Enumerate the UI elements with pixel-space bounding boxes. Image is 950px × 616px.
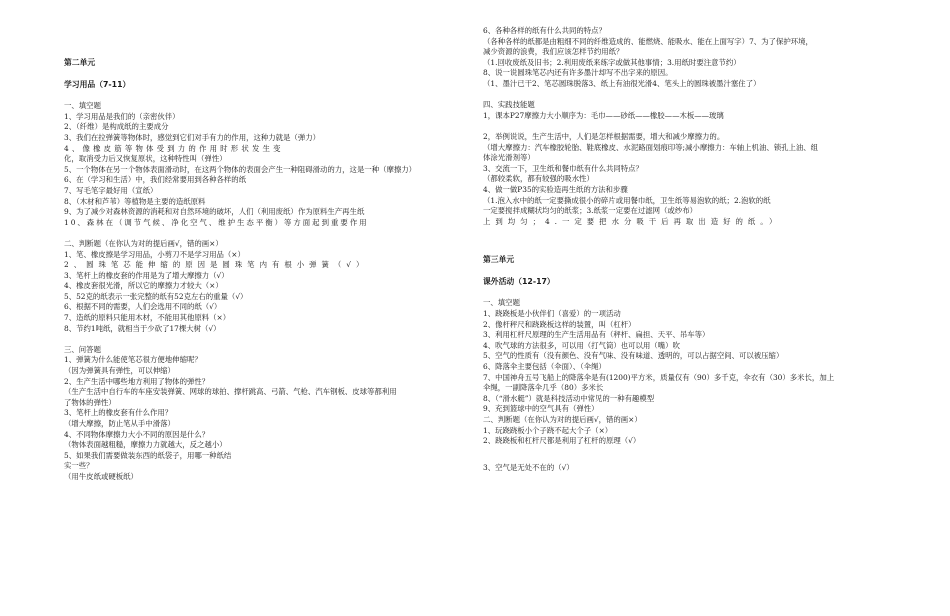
list-item: 上到均匀；4.一定要把水分吸干后再取出造好的纸。） bbox=[483, 216, 782, 226]
list-item: 7、造纸的原料只能用木材，不能用其他原料（×） bbox=[64, 313, 231, 323]
list-item: 7、写毛笔字最好用（宣纸） bbox=[64, 185, 158, 195]
list-item: 5、一个物体在另一个物体表面滑动时，在这两个物体的表面会产生一种阻碍滑动的力，这是一种（摩擦力） bbox=[64, 164, 417, 174]
list-item: （生产生活中自行车的车座安装弹簧、网球的球拍、撑杆跳高、弓箭、气枪、汽车钢板、皮球等都利用 bbox=[64, 387, 397, 397]
list-item: （增大摩擦，防止笔从手中滑落） bbox=[64, 419, 175, 428]
list-item: 4、橡皮套很光滑，所以它的摩擦力才较大（×） bbox=[64, 281, 223, 291]
section-title: 二、判断题（在你认为对的提后画√，错的画×） bbox=[64, 238, 223, 248]
right-column bbox=[483, 0, 883, 473]
list-item: （1.泡入水中的纸一定要撕成很小的碎片或用餐巾纸，卫生纸等易泡软的纸；2.泡软的纸 bbox=[483, 195, 771, 205]
list-item: 3、笔杆上的橡皮套的作用是为了增大摩擦力（√） bbox=[64, 270, 229, 280]
list-item: 1，课本P27摩擦力大小顺序为：毛巾——砂纸——橡胶——木板——玻璃 bbox=[483, 110, 724, 120]
lesson-title: 学习用品（7-11） bbox=[64, 79, 131, 89]
list-item: 4、吹气球的方法很多，可以用（打气筒）也可以用（嘴）吹 bbox=[483, 340, 680, 350]
list-item: 减少资源的浪费，我们应该怎样节约用纸？ bbox=[483, 47, 624, 57]
list-item: 4、做一做P35的实验造再生纸的方法和步骤 bbox=[483, 184, 628, 194]
list-item: 8、说一说圆珠笔芯内还有许多墨汁却写不出字来的原因。 bbox=[483, 68, 673, 78]
list-item: （都较柔软，都有较强的吸水性） bbox=[483, 174, 594, 184]
list-item: 8、节约1吨纸，就相当于少砍了17棵大树（√） bbox=[64, 323, 221, 333]
left-column bbox=[64, 0, 484, 483]
list-item: 6、根据不同的需要，人们会选用不同的纸（√） bbox=[64, 302, 222, 312]
unit3-title: 第三单元 bbox=[483, 255, 515, 265]
list-item: （增大摩擦力：汽车橡胶轮胎、鞋底橡皮、水泥路面划痕印等;减小摩擦力：车轴上机油、锁孔上油、组 bbox=[483, 142, 819, 152]
unit-title: 第二单元 bbox=[64, 58, 96, 67]
list-item: 4、不同物体摩擦力大小不同的原因是什么？ bbox=[64, 429, 210, 439]
list-item: 6、在（学习和生活）中，我们经常要用到各种各样的纸 bbox=[64, 175, 247, 185]
list-item: 1、弹簧为什么能使笔芯很方便地伸缩呢？ bbox=[64, 355, 202, 365]
list-item: 9、充到篮球中的空气具有（弹性） bbox=[483, 404, 599, 414]
list-item: （因为弹簧具有弹性，可以伸缩） bbox=[64, 366, 175, 376]
list-item: 1、笔、橡皮擦是学习用品，小剪刀不是学习用品（×） bbox=[64, 249, 245, 259]
list-item: 6、降落伞主要包括（伞面）、（伞绳） bbox=[483, 362, 606, 372]
list-item: 5、52克的纸表示一张完整的纸有52克左右的重量（√） bbox=[64, 291, 248, 301]
list-item: 1、学习用品是我们的（亲密伙伴） bbox=[64, 111, 180, 121]
list-item: 3、利用杠杆尺原理的生产生活用品有（秤杆、扁担、天平、吊车等） bbox=[483, 330, 710, 340]
unit3-lesson-title: 课外活动（12-17） bbox=[483, 276, 555, 286]
list-item: 3、我们在拉弹簧等物体时，感觉到它们对手有力的作用，这种力就是（弹力） bbox=[64, 132, 320, 142]
list-item: 体涂光滑剂等） bbox=[483, 153, 535, 163]
list-item: （用牛皮纸或硬板纸） bbox=[64, 471, 138, 481]
list-item: 6、各种各样的纸有什么共同的特点？ bbox=[483, 26, 606, 35]
list-item: 3、空气是无处不在的（√） bbox=[483, 462, 574, 472]
list-item: 3、笔杆上的橡皮套有什么作用？ bbox=[64, 408, 173, 418]
list-item: 9、为了减少对森林资源的消耗和对自然环境的破坏，人们（利用废纸）作为原料生产再生纸 bbox=[64, 207, 365, 217]
list-item: 1、玩跷跷板小个子跷不起大个子（×） bbox=[483, 425, 613, 435]
list-item: 2、（纤维）是构成纸的主要成分 bbox=[64, 122, 169, 132]
list-item: （物体表面越粗糙，摩擦力力就越大，反之越小） bbox=[64, 440, 227, 450]
section-title: 一、填空题 bbox=[483, 298, 520, 308]
list-item: 2、像杆秤尺和跷跷板这样的装置，叫（杠杆） bbox=[483, 319, 636, 329]
list-item: 5、空气的性质有（没有颜色、没有气味、没有味道、透明的，可以占据空间、可以被压缩） bbox=[483, 351, 784, 361]
section-title: 四、实践技能题 bbox=[483, 100, 535, 110]
list-item: （1.回收废纸及旧书；2.利用废纸来练字或做其他事情；3.用纸时要注意节约） bbox=[483, 57, 741, 67]
list-item: 2，举例说说，生产生活中，人们是怎样根据需要，增大和减少摩擦力的。 bbox=[483, 131, 725, 141]
list-item: 10、森林在（调节气候、净化空气、维护生态平衡）等方面起到重要作用 bbox=[64, 217, 369, 227]
list-item: 1、跷跷板是小伙伴们（喜爱）的一项活动 bbox=[483, 309, 621, 319]
list-item: 2、生产生活中哪些地方利用了物体的弹性？ bbox=[64, 376, 210, 386]
list-item: 2、跷跷板和杠杆尺都是利用了杠杆的原理（√） bbox=[483, 436, 641, 446]
list-item: 4、像橡皮筋等物体受到力的作用时形状发生变 bbox=[64, 143, 284, 153]
list-item: 伞绳，一副降落伞几乎（80）多米长 bbox=[483, 383, 604, 393]
list-item: 5、如果我们需要做装东西的纸袋子，用哪一种纸结 bbox=[64, 450, 232, 460]
list-item: 2、圆珠笔芯能伸缩的原因是圆珠笔内有根小弹簧（√） bbox=[64, 260, 369, 270]
section-title: 三、问答题 bbox=[64, 344, 101, 354]
list-item: （各种各样的纸都是由粗细不同的纤维造成的、能燃烧、能吸水、能在上面写字）7、为了保护环境， bbox=[483, 36, 813, 46]
list-item: 8、（“滑水艇”）就是科技活动中常见的一种有趣模型 bbox=[483, 393, 655, 403]
list-item: 7、中国神舟五号飞船上的降落伞是有(1200)平方米，质量仅有（90）多千克，伞衣有（30）多米长，加上 bbox=[483, 372, 835, 382]
list-item: 8、（木材和芦苇）等植物是主要的造纸原料 bbox=[64, 196, 206, 206]
list-item: （1、墨汁已干2、笔芯圆珠脱落3、纸上有油很光滑4、笔头上的圆珠被墨汁塞住了） bbox=[483, 78, 761, 88]
section-title: 二、判断题（在你认为对的提后画√，错的画×） bbox=[483, 415, 642, 424]
list-item: 实一些？ bbox=[64, 461, 94, 471]
list-item: 3、交流一下，卫生纸和餐巾纸有什么共同特点？ bbox=[483, 163, 643, 173]
list-item: 化，取消受力后又恢复原状，这种特性叫（弹性） bbox=[64, 154, 227, 164]
list-item: 一定要搅拌成糊状均匀的纸浆；3.纸浆一定要在过滤网（或纱布） bbox=[483, 206, 697, 216]
list-item: 了物体的弹性） bbox=[64, 397, 116, 407]
section-title: 一、填空题 bbox=[64, 101, 101, 111]
